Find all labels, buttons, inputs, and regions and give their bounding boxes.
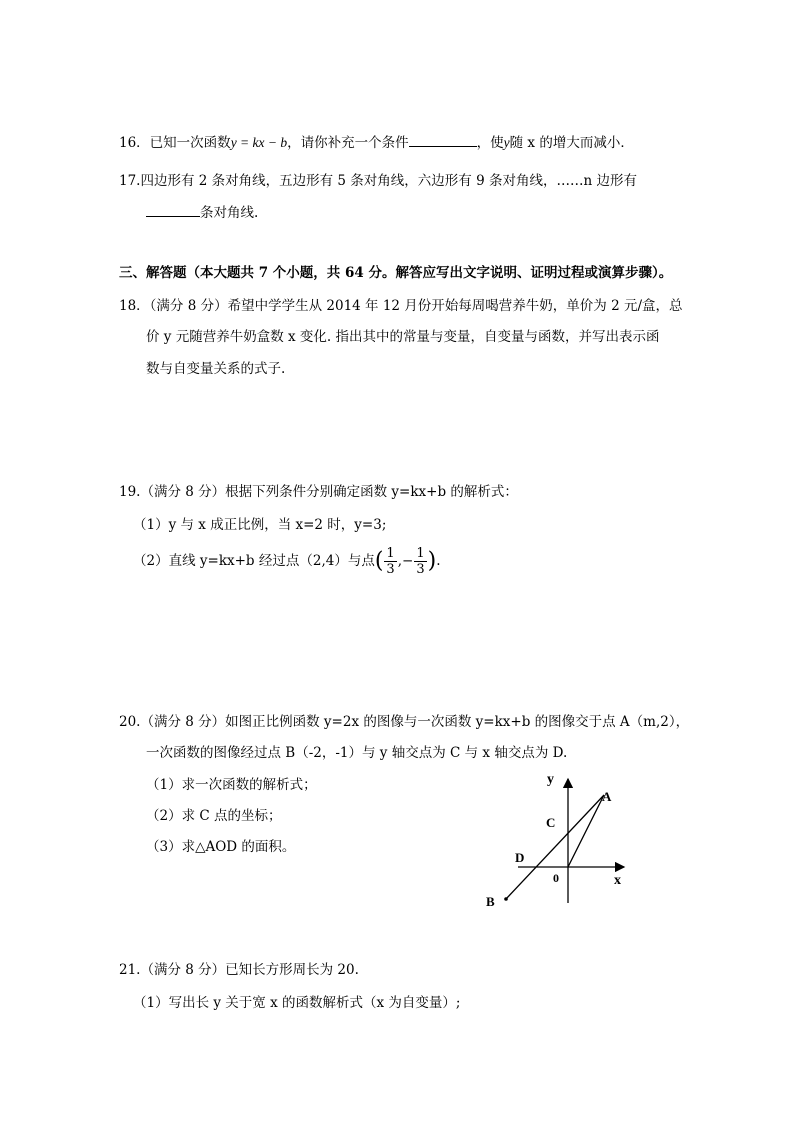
q17-answer-blank bbox=[146, 202, 200, 217]
question-17-line2 bbox=[146, 202, 258, 223]
q16-tail: 随 x 的增大而减小． bbox=[509, 135, 634, 151]
point-b-dot bbox=[504, 897, 508, 901]
label-d: D bbox=[515, 850, 525, 865]
question-21-part1: （1）写出长 y 关于宽 x 的函数解析式（x 为自变量）; bbox=[133, 995, 461, 1011]
question-19-line1: 19.（满分 8 分）根据下列条件分别确定函数 y=kx+b 的解析式： bbox=[119, 484, 518, 500]
question-18-line2: 价 y 元随营养牛奶盒数 x 变化. 指出其中的常量与变量，自变量与函数，并写出表示函 bbox=[146, 329, 660, 345]
q16-prefix: 16．已知一次函数 bbox=[119, 135, 231, 151]
question-20-line1: 20.（满分 8 分）如图正比例函数 y=2x 的图像与一次函数 y=kx+b 的图像交于点 A（m,2）， bbox=[119, 714, 690, 730]
q19-frac1-denominator: 3 bbox=[386, 562, 395, 577]
q19-part2-suffix: . bbox=[436, 553, 441, 569]
label-y: y bbox=[547, 772, 554, 787]
question-16 bbox=[119, 132, 634, 153]
q19-open-paren: ( bbox=[374, 548, 384, 574]
q19-frac2-denominator: 3 bbox=[416, 562, 425, 577]
question-18-line1: 18．（满分 8 分）希望中学学生从 2014 年 12 月份开始每周喝营养牛奶，单价为 2 元/盒，总 bbox=[119, 298, 683, 314]
q16-answer-blank bbox=[409, 132, 477, 147]
q19-frac1-numerator: 1 bbox=[386, 546, 395, 561]
q19-frac2-numerator: 1 bbox=[416, 546, 425, 561]
q19-part2-prefix: （2）直线 y=kx+b 经过点（2,4）与点 bbox=[133, 553, 375, 569]
label-o: 0 bbox=[553, 871, 559, 885]
q16-suffix: ，使 bbox=[476, 135, 504, 151]
label-x: x bbox=[614, 873, 621, 888]
q17-line2-tail: 条对角线. bbox=[200, 205, 259, 221]
question-20-line2: 一次函数的图像经过点 B（-2，-1）与 y 轴交点为 C 与 x 轴交点为 D. bbox=[146, 745, 568, 761]
question-20-part1: （1）求一次函数的解析式； bbox=[146, 777, 317, 793]
section-3-heading: 三、解答题（本大题共 7 个小题，共 64 分。解答应写出文字说明、证明过程或演算步骤）。 bbox=[119, 265, 673, 281]
q19-close-paren: ) bbox=[427, 548, 437, 574]
q16-formula: y = kx − b bbox=[230, 135, 288, 150]
q19-comma-minus: ,− bbox=[397, 553, 414, 569]
label-c: C bbox=[546, 815, 556, 830]
question-21-line1: 21.（满分 8 分）已知长方形周长为 20. bbox=[119, 962, 359, 978]
question-18-line3: 数与自变量关系的式子. bbox=[146, 361, 286, 377]
q20-coordinate-figure bbox=[480, 765, 640, 915]
q16-y-var: y bbox=[503, 135, 510, 150]
question-17-line1: 17.四边形有 2 条对角线，五边形有 5 条对角线，六边形有 9 条对角线，……n 边形有 bbox=[119, 173, 637, 189]
label-a: A bbox=[602, 789, 612, 804]
q19-fraction-1 bbox=[384, 546, 396, 577]
line-oa bbox=[568, 795, 604, 867]
question-20-part3: （3）求△AOD 的面积。 bbox=[146, 839, 296, 855]
label-b: B bbox=[486, 894, 495, 909]
q16-mid: ，请你补充一个条件 bbox=[287, 135, 409, 151]
question-20-part2: （2）求 C 点的坐标； bbox=[146, 808, 282, 824]
question-19-part2 bbox=[133, 546, 440, 577]
q19-fraction-2 bbox=[414, 546, 426, 577]
question-19-part1: （1）y 与 x 成正比例，当 x=2 时，y=3; bbox=[133, 517, 387, 533]
